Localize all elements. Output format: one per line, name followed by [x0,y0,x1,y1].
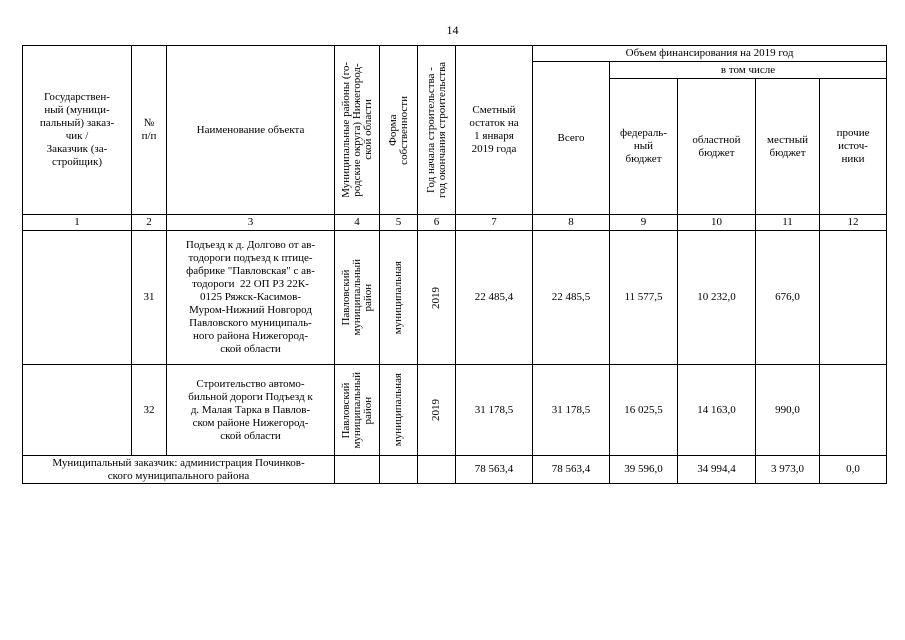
summary-local: 3 973,0 [756,456,820,484]
row-local: 990,0 [756,365,820,456]
row-ownership: муниципальная [392,373,404,447]
row-other [820,365,887,456]
row-district: Павловский муниципальный район [339,371,374,449]
row-year-cell [418,231,456,365]
header-financing-2019: Объем финансирования на 2019 год [533,46,887,62]
column-number: 6 [418,215,456,231]
column-number: 1 [23,215,132,231]
row-ownership-cell [380,231,418,365]
column-number: 11 [756,215,820,231]
header-ownership-cell [380,46,418,215]
row-customer [23,365,132,456]
column-number: 4 [335,215,380,231]
table-row [23,365,887,456]
header-including: в том числе [610,62,887,79]
row-year-cell [418,365,456,456]
header-customer: Государствен- ный (муници- пальный) заказ- чик / Заказчик (за- стройщик) [23,46,132,215]
header-federal-budget: федераль- ный бюджет [610,79,678,215]
header-years-cell [418,46,456,215]
header-row [23,46,887,62]
header-local-budget: местный бюджет [756,79,820,215]
header-total: Всего [533,62,610,215]
header-district-cell [335,46,380,215]
table-row [23,231,887,365]
header-object-name: Наименование объекта [167,46,335,215]
summary-federal: 39 596,0 [610,456,678,484]
row-ownership-cell [380,365,418,456]
header-regional-budget: областной бюджет [678,79,756,215]
row-year: 2019 [430,399,442,421]
row-other [820,231,887,365]
summary-empty-cell [335,456,380,484]
row-object-name: Подъезд к д. Долгово от ав- тодороги подъезд к птице- фабрике "Павловская" с ав- тодороги 22 ОП РЗ 22К- 0125 Ряжск-Касимов- Муром-Нижний Новгород Павловского муниципаль- ного района Нижегород- ской области [167,231,335,365]
summary-label: Муниципальный заказчик: администрация Починков- ского муниципального района [23,456,335,484]
row-regional: 10 232,0 [678,231,756,365]
row-number: 32 [132,365,167,456]
page-number: 14 [446,23,459,37]
header-other-sources: прочие источ- ники [820,79,887,215]
row-customer [23,231,132,365]
column-number: 2 [132,215,167,231]
summary-total: 78 563,4 [533,456,610,484]
row-object-name: Строительство автомо- бильной дороги Подъезд к д. Малая Тарка в Павлов- ском районе Нижегород- ской области [167,365,335,456]
row-local: 676,0 [756,231,820,365]
column-numbers-row [23,215,887,231]
row-number: 31 [132,231,167,365]
header-ownership: Форма собственности [386,95,410,165]
column-number: 10 [678,215,756,231]
row-district: Павловский муниципальный район [339,259,374,336]
summary-estimated-balance: 78 563,4 [456,456,533,484]
row-federal: 16 025,5 [610,365,678,456]
summary-empty-cell [380,456,418,484]
header-number: № п/п [132,46,167,215]
row-year: 2019 [430,286,442,309]
row-total: 22 485,5 [533,231,610,365]
column-number: 3 [167,215,335,231]
row-district-cell [335,231,380,365]
financing-table [22,45,887,484]
summary-regional: 34 994,4 [678,456,756,484]
row-ownership: муниципальная [392,260,404,335]
row-regional: 14 163,0 [678,365,756,456]
column-number: 8 [533,215,610,231]
row-federal: 11 577,5 [610,231,678,365]
row-total: 31 178,5 [533,365,610,456]
header-district: Муниципальные районы (го- родские округа) Нижегород- ской области [339,62,374,198]
column-number: 12 [820,215,887,231]
summary-row [23,456,887,484]
column-number: 7 [456,215,533,231]
summary-empty-cell [418,456,456,484]
column-number: 5 [380,215,418,231]
summary-other: 0,0 [820,456,887,484]
row-estimated-balance: 22 485,4 [456,231,533,365]
row-estimated-balance: 31 178,5 [456,365,533,456]
header-estimated-balance: Сметный остаток на 1 января 2019 года [456,46,533,215]
column-number: 9 [610,215,678,231]
row-district-cell [335,365,380,456]
header-years: Год начала строительства - год окончания строительства [424,62,448,198]
